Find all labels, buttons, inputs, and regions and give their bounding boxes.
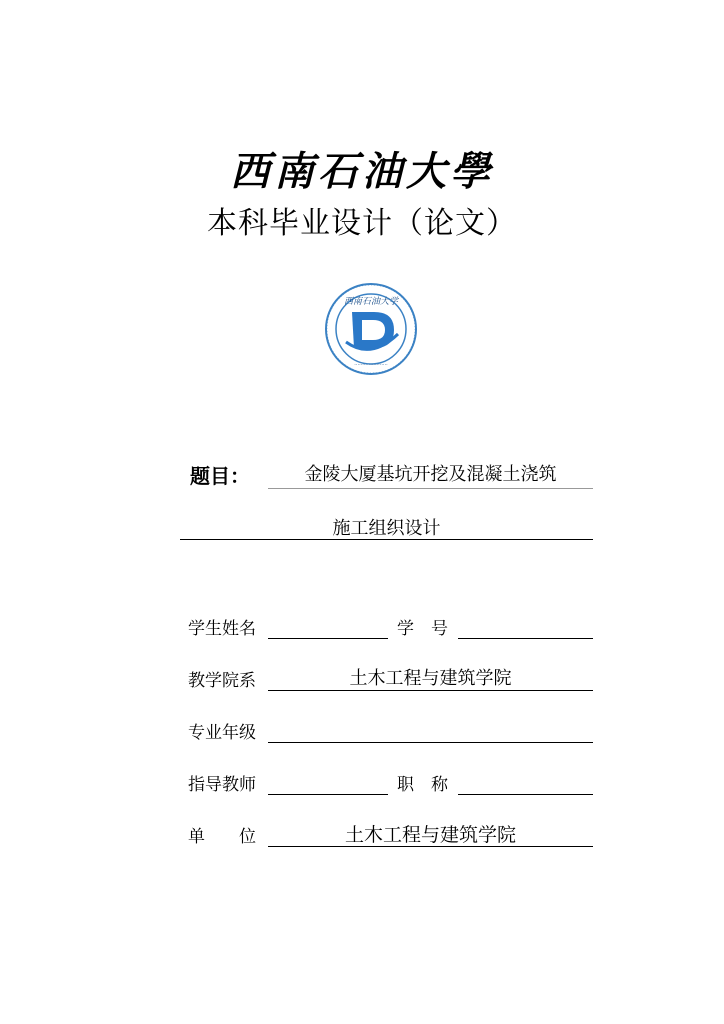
svg-text:·····················: ····················· <box>354 362 388 368</box>
major-year-underline <box>268 742 593 743</box>
unit-value: 土木工程与建筑学院 <box>344 824 516 846</box>
thesis-title-label: 题目： <box>190 464 250 488</box>
advisor-label: 指导教师 <box>188 775 256 795</box>
thesis-title-line1: 金陵大厦基坑开挖及混凝土浇筑 <box>304 464 557 485</box>
document-type-title: 本科毕业设计（论文） <box>207 206 517 241</box>
student-name-underline <box>268 638 388 639</box>
major-year-label: 专业年级 <box>188 723 256 743</box>
thesis-title-line2: 施工组织设计 <box>332 518 441 539</box>
unit-label: 单 位 <box>188 827 256 847</box>
department-label: 教学院系 <box>188 671 256 691</box>
student-name-label: 学生姓名 <box>188 619 256 639</box>
logo-text: 西南石油大学 <box>343 297 399 307</box>
title-rank-label: 职 称 <box>397 775 448 795</box>
student-id-label: 学 号 <box>397 619 448 639</box>
university-logo <box>324 282 418 376</box>
title-underline-1 <box>268 488 593 489</box>
university-name: 西南石油大學 <box>230 148 494 195</box>
department-underline <box>268 690 593 691</box>
title-underline-2 <box>180 539 593 540</box>
advisor-underline <box>268 794 388 795</box>
unit-underline <box>268 846 593 847</box>
title-rank-underline <box>458 794 593 795</box>
department-value: 土木工程与建筑学院 <box>349 668 512 689</box>
student-id-underline <box>458 638 593 639</box>
